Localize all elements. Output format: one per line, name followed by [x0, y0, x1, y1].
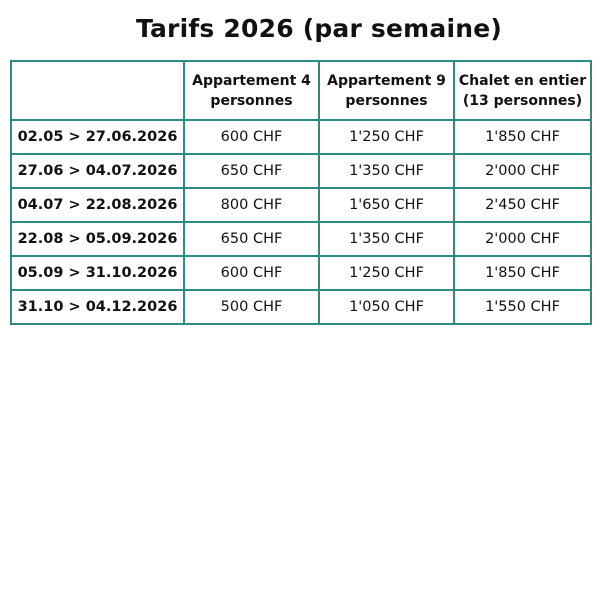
table-row: [11, 222, 591, 256]
price-cell: 500 CHF: [184, 290, 319, 324]
header-chalet-whole: Chalet en entier (13 personnes): [454, 61, 591, 120]
price-cell: 1'550 CHF: [454, 290, 591, 324]
price-cell: 600 CHF: [184, 256, 319, 290]
price-cell: 600 CHF: [184, 120, 319, 154]
period-cell: 04.07 > 22.08.2026: [11, 188, 184, 222]
price-cell: 650 CHF: [184, 222, 319, 256]
period-cell: 27.06 > 04.07.2026: [11, 154, 184, 188]
header-apartment-4: Appartement 4 personnes: [184, 61, 319, 120]
price-cell: 650 CHF: [184, 154, 319, 188]
table-row: [11, 188, 591, 222]
period-cell: 22.08 > 05.09.2026: [11, 222, 184, 256]
period-cell: 31.10 > 04.12.2026: [11, 290, 184, 324]
table-header-row: [11, 61, 591, 120]
price-cell: 1'850 CHF: [454, 256, 591, 290]
price-cell: 1'050 CHF: [319, 290, 454, 324]
table-row: [11, 120, 591, 154]
price-cell: 2'450 CHF: [454, 188, 591, 222]
page-title: Tarifs 2026 (par semaine): [135, 14, 503, 43]
table-row: [11, 256, 591, 290]
rates-table: [10, 60, 592, 325]
table-row: [11, 290, 591, 324]
price-cell: 1'850 CHF: [454, 120, 591, 154]
period-cell: 02.05 > 27.06.2026: [11, 120, 184, 154]
price-cell: 1'250 CHF: [319, 120, 454, 154]
price-cell: 1'350 CHF: [319, 154, 454, 188]
price-cell: 1'250 CHF: [319, 256, 454, 290]
period-cell: 05.09 > 31.10.2026: [11, 256, 184, 290]
price-cell: 1'650 CHF: [319, 188, 454, 222]
header-empty-cell: [11, 61, 184, 120]
price-cell: 2'000 CHF: [454, 154, 591, 188]
header-apartment-9: Appartement 9 personnes: [319, 61, 454, 120]
price-cell: 2'000 CHF: [454, 222, 591, 256]
table-row: [11, 154, 591, 188]
price-cell: 800 CHF: [184, 188, 319, 222]
price-cell: 1'350 CHF: [319, 222, 454, 256]
